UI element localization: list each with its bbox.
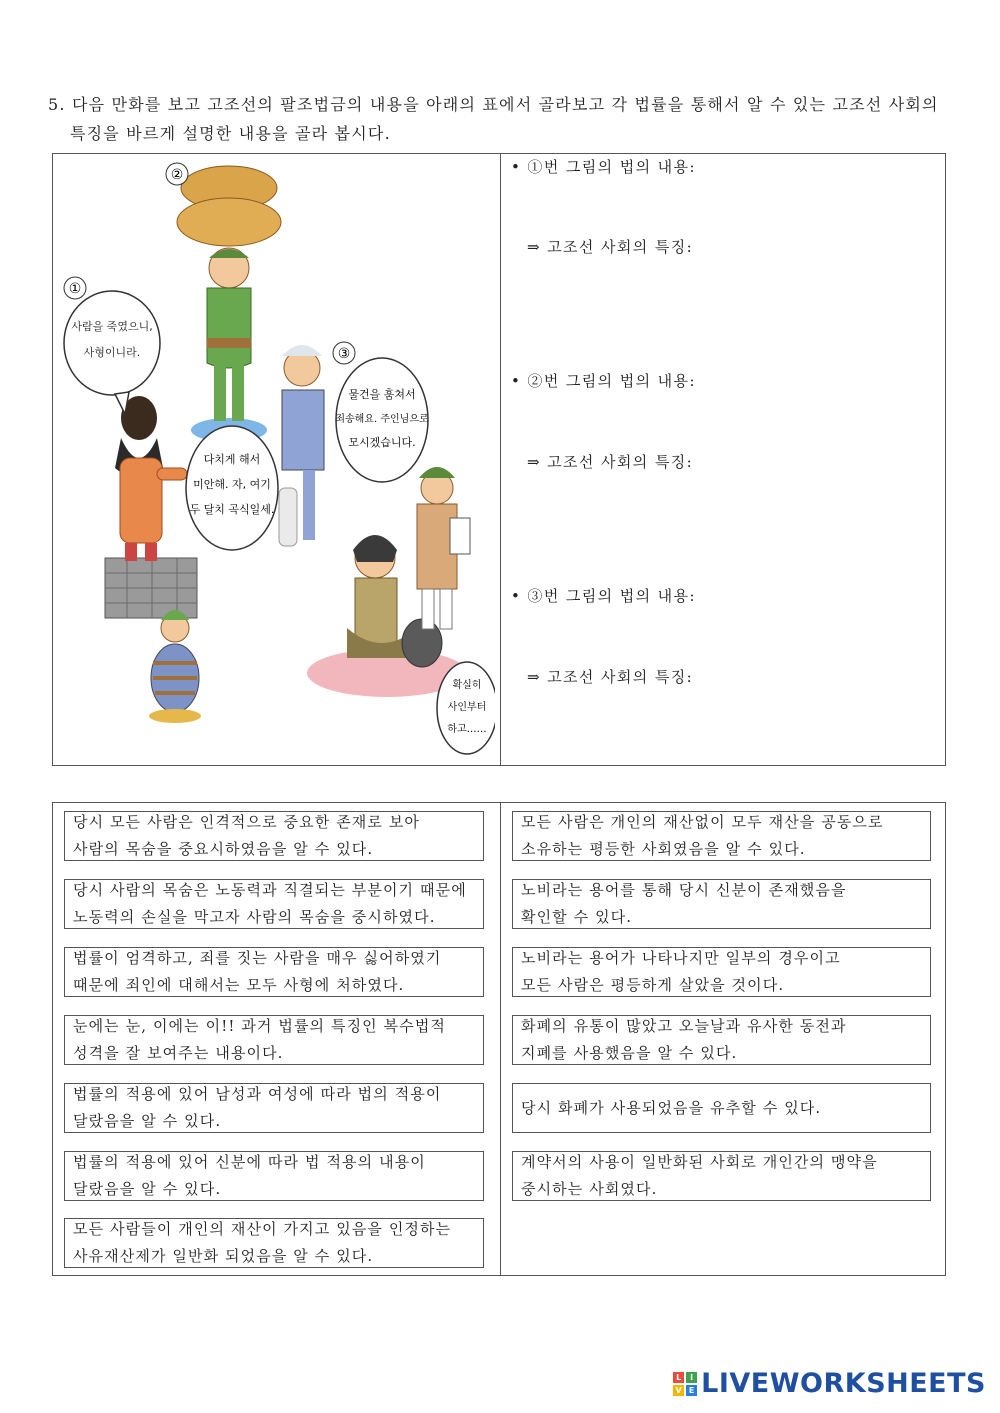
answer-2-feature-label[interactable]: ⇒ 고조선 사회의 특징: [527, 453, 694, 471]
option-left-5[interactable] [64, 1083, 484, 1133]
question-text [48, 90, 958, 148]
option-left-2[interactable] [64, 879, 484, 929]
option-right-3-line2: 모든 사람은 평등하게 살았을 것이다. [521, 976, 785, 994]
option-right-4[interactable] [512, 1015, 931, 1065]
bubble1-line2: 사형이니라. [83, 346, 141, 359]
bubble3-line3: 모시겠습니다. [348, 436, 416, 449]
logo-mark-l: L [673, 1372, 684, 1383]
option-left-6-line1: 법률의 적용에 있어 신분에 따라 법 적용의 내용이 [73, 1153, 426, 1171]
cartoon-illustration [57, 158, 495, 761]
answer-3-feature-label[interactable]: ⇒ 고조선 사회의 특징: [527, 668, 694, 686]
option-right-6-line1: 계약서의 사용이 일반화된 사회로 개인간의 맹약을 [521, 1153, 878, 1171]
option-left-7-line1: 모든 사람들이 개인의 재산이 가지고 있음을 인정하는 [73, 1220, 452, 1238]
bubble4-line1: 확실히 [452, 680, 482, 691]
option-left-5-line1: 법률의 적용에 있어 남성과 여성에 따라 법의 적용이 [73, 1085, 442, 1103]
question-line-1: 5. 다음 만화를 보고 고조선의 팔조법금의 내용을 아래의 표에서 골라보고 각 법률을 통해서 알 수 있는 고조선 사회의 [48, 95, 939, 114]
bubble4-line3: 하고…… [447, 724, 487, 735]
option-left-4-line1: 눈에는 눈, 이에는 이!! 과거 법률의 특징인 복수법적 [73, 1017, 447, 1035]
logo-mark-icon [673, 1372, 697, 1396]
option-right-3[interactable] [512, 947, 931, 997]
bubble1-line1: 사람을 죽였으니, [71, 320, 153, 333]
option-left-7[interactable] [64, 1218, 484, 1268]
option-right-1-line1: 모든 사람은 개인의 재산없이 모두 재산을 공동으로 [521, 813, 884, 831]
option-left-1-line1: 당시 모든 사람은 인격적으로 중요한 존재로 보아 [73, 813, 421, 831]
option-right-6[interactable] [512, 1151, 931, 1201]
option-left-1[interactable] [64, 811, 484, 861]
bubble4-line2: 사인부터 [447, 702, 487, 713]
answer-3-law-label[interactable]: • ③번 그림의 법의 내용: [511, 587, 696, 605]
logo-mark-e: E [686, 1385, 697, 1396]
answer-1-feature-label[interactable]: ⇒ 고조선 사회의 특징: [527, 238, 694, 256]
option-right-4-line2: 지폐를 사용했음을 알 수 있다. [521, 1044, 738, 1062]
liveworksheets-logo [673, 1368, 986, 1399]
logo-mark-i: I [686, 1372, 697, 1383]
bubble2-line1: 다치게 해서 [203, 453, 261, 466]
option-left-7-line2: 사유재산제가 일반화 되었음을 알 수 있다. [73, 1247, 374, 1265]
option-right-5[interactable] [512, 1083, 931, 1133]
option-left-5-line2: 달랐음을 알 수 있다. [73, 1112, 222, 1130]
scene-number-3: ③ [337, 346, 351, 362]
option-left-1-line2: 사람의 목숨을 중요시하였음을 알 수 있다. [73, 840, 374, 858]
option-right-2[interactable] [512, 879, 931, 929]
option-right-1[interactable] [512, 811, 931, 861]
question-line-2: 특징을 바르게 설명한 내용을 골라 봅시다. [70, 124, 391, 143]
scene-1 [64, 277, 201, 723]
option-left-3-line2: 때문에 죄인에 대해서는 모두 사형에 처하였다. [73, 976, 405, 994]
option-left-2-line2: 노동력의 손실을 막고자 사람의 목숨을 중시하였다. [73, 908, 436, 926]
bubble3-line2: 죄송해요. 주인님으로 [335, 414, 429, 425]
option-right-1-line2: 소유하는 평등한 사회였음을 알 수 있다. [521, 840, 806, 858]
logo-mark-v: V [673, 1385, 684, 1396]
answer-2-law-label[interactable]: • ②번 그림의 법의 내용: [511, 372, 696, 390]
option-left-4-line2: 성격을 잘 보여주는 내용이다. [73, 1044, 284, 1062]
cartoon-answer-table [52, 153, 946, 766]
bubble2-line3: 두 달치 곡식일세. [189, 503, 275, 516]
option-left-2-line1: 당시 사람의 목숨은 노동력과 직결되는 부분이기 때문에 [73, 881, 467, 899]
table-divider [500, 154, 501, 765]
options-divider [500, 803, 501, 1275]
option-left-3-line1: 법률이 엄격하고, 죄를 짓는 사람을 매우 싫어하였기 [73, 949, 442, 967]
scene-number-2: ② [170, 167, 184, 183]
answer-1-law-label[interactable]: • ①번 그림의 법의 내용: [511, 158, 696, 176]
bubble2-line2: 미안해. 자, 여기 [193, 478, 271, 491]
bubble3-line1: 물건을 훔쳐서 [348, 388, 416, 401]
option-right-3-line1: 노비라는 용어가 나타나지만 일부의 경우이고 [521, 949, 841, 967]
scene-number-1: ① [68, 281, 82, 297]
scene-3 [307, 342, 495, 754]
option-right-2-line1: 노비라는 용어를 통해 당시 신분이 존재했음을 [521, 881, 847, 899]
option-left-6[interactable] [64, 1151, 484, 1201]
scene-2 [166, 163, 324, 550]
option-right-4-line1: 화폐의 유통이 많았고 오늘날과 유사한 동전과 [521, 1017, 847, 1035]
logo-text: LIVEWORKSHEETS [701, 1368, 986, 1399]
option-right-5-line1: 당시 화폐가 사용되었음을 유추할 수 있다. [521, 1098, 822, 1117]
options-table [52, 802, 946, 1276]
option-left-4[interactable] [64, 1015, 484, 1065]
option-right-2-line2: 확인할 수 있다. [521, 908, 633, 926]
option-left-6-line2: 달랐음을 알 수 있다. [73, 1180, 222, 1198]
option-left-3[interactable] [64, 947, 484, 997]
option-right-6-line2: 중시하는 사회였다. [521, 1180, 658, 1198]
